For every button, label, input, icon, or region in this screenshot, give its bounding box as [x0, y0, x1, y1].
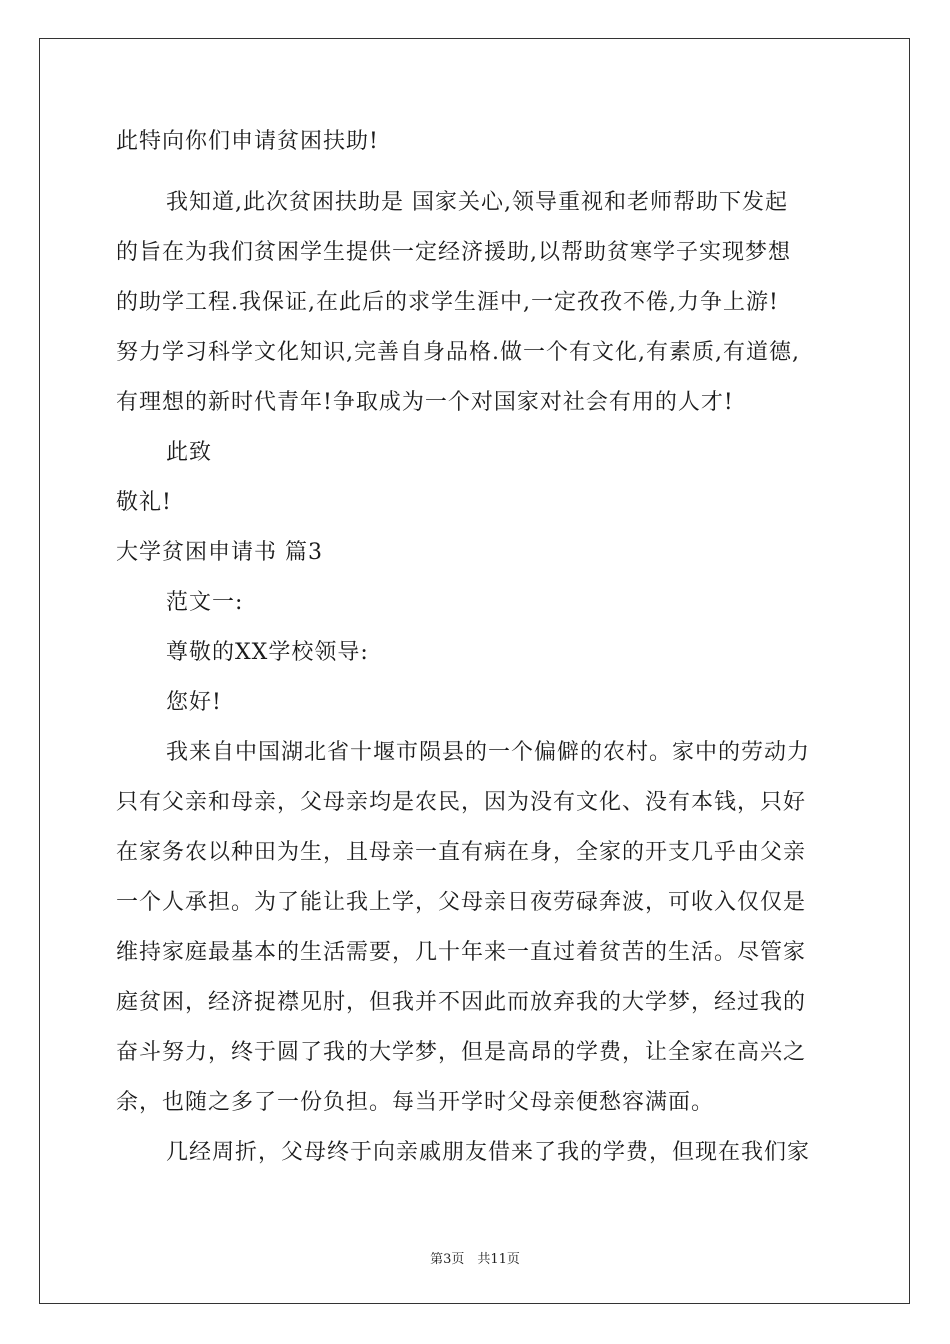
- closing-salutation: 此致: [166, 440, 213, 465]
- letter-addressee: 尊敬的XX学校领导:: [166, 640, 369, 665]
- letter-greeting: 您好!: [166, 690, 222, 715]
- page-number: 第3页 共11页: [430, 1252, 520, 1267]
- closing-regards: 敬礼!: [116, 490, 172, 515]
- paragraph-line: 庭贫困，经济捉襟见肘，但我并不因此而放弃我的大学梦，经过我的: [116, 990, 807, 1015]
- paragraph-line: 维持家庭最基本的生活需要，几十年来一直过着贫苦的生活。尽管家: [116, 940, 807, 965]
- paragraph-line: 我来自中国湖北省十堰市陨县的一个偏僻的农村。家中的劳动力: [166, 740, 811, 765]
- paragraph-line: 只有父亲和母亲，父母亲均是农民，因为没有文化、没有本钱，只好: [116, 790, 807, 815]
- paragraph-line: 努力学习科学文化知识,完善自身品格.做一个有文化,有素质,有道德,: [116, 340, 800, 365]
- paragraph-line: 几经周折，父母终于向亲戚朋友借来了我的学费，但现在我们家: [166, 1140, 811, 1165]
- section-heading: 大学贫困申请书 篇3: [116, 540, 323, 565]
- paragraph-line: 在家务农以种田为生，且母亲一直有病在身，全家的开支几乎由父亲: [116, 840, 807, 865]
- paragraph-line: 余，也随之多了一份负担。每当开学时父母亲便愁容满面。: [116, 1090, 715, 1115]
- paragraph-line: 此特向你们申请贫困扶助!: [116, 129, 379, 154]
- paragraph-line: 有理想的新时代青年!争取成为一个对国家对社会有用的人才!: [116, 390, 734, 415]
- paragraph-line: 的助学工程.我保证,在此后的求学生涯中,一定孜孜不倦,力争上游!: [116, 290, 779, 315]
- paragraph-line: 我知道,此次贫困扶助是 国家关心,领导重视和老师帮助下发起: [166, 190, 788, 215]
- paragraph-line: 的旨在为我们贫困学生提供一定经济援助,以帮助贫寒学子实现梦想: [116, 240, 791, 265]
- paragraph-line: 奋斗努力，终于圆了我的大学梦，但是高昂的学费，让全家在高兴之: [116, 1040, 807, 1065]
- paragraph-line: 一个人承担。为了能让我上学，父母亲日夜劳碌奔波，可收入仅仅是: [116, 890, 807, 915]
- sample-label: 范文一:: [166, 590, 244, 615]
- document-body: [116, 128, 840, 1166]
